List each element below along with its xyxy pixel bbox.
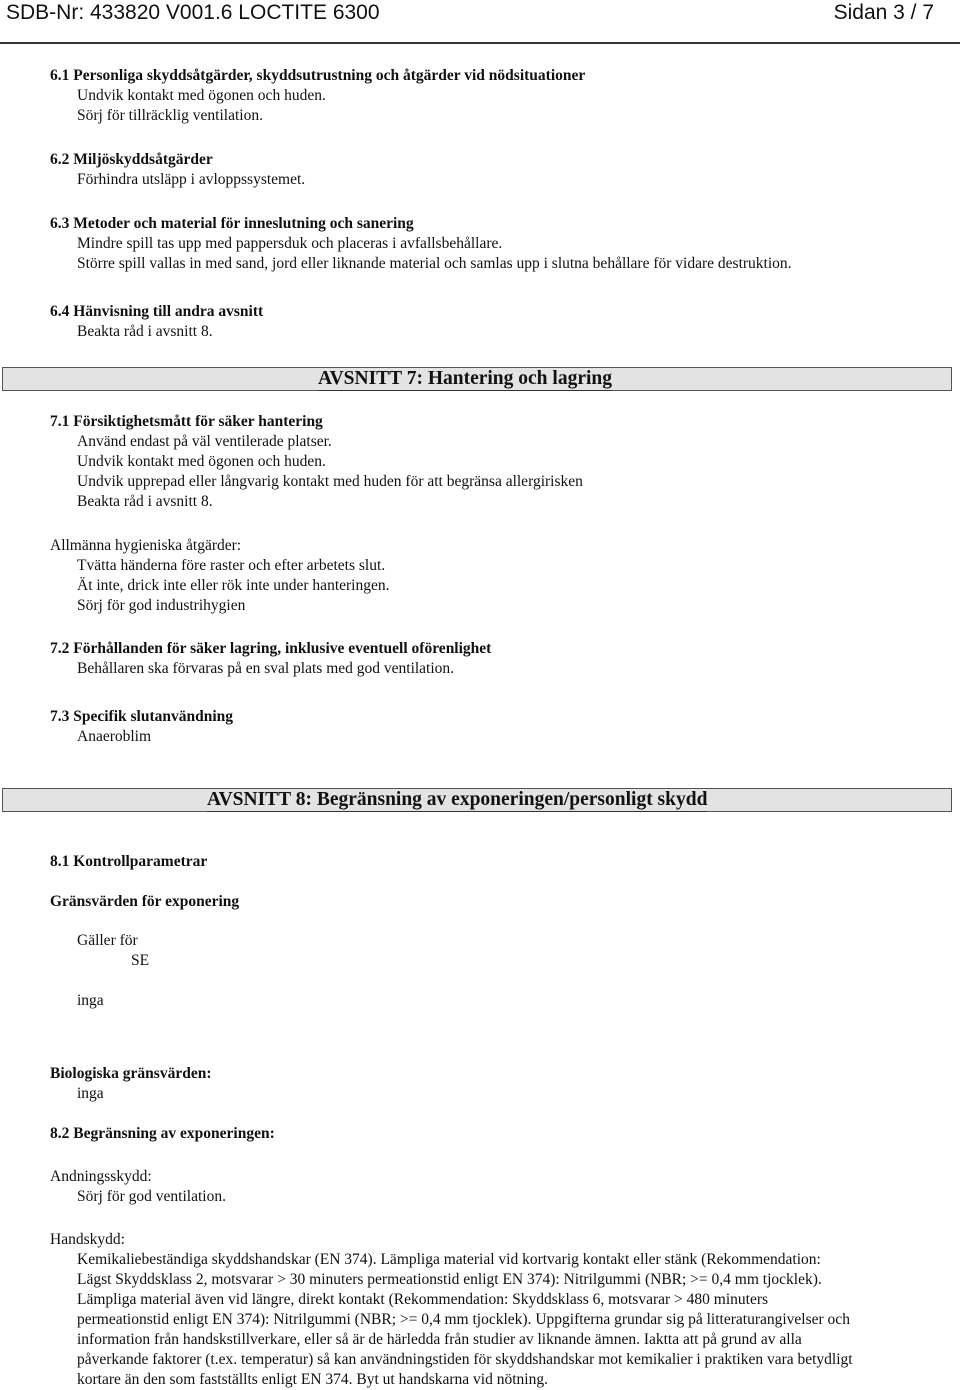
text-line: information från handskstillverkare, eller så är de härledda från studier av liknande ämnen. Iaktta att på grund av alla	[77, 1331, 802, 1348]
heading-7-1: 7.1 Försiktighetsmått för säker hantering	[50, 413, 323, 430]
heading-8-2: 8.2 Begränsning av exponeringen:	[50, 1125, 275, 1142]
text-line: Sörj för god industrihygien	[77, 597, 246, 614]
text-line: Lämpliga material även vid längre, direkt kontakt (Rekommendation: Skyddsklass 6, motsvarar > 480 minuters	[77, 1291, 769, 1308]
text-line: Tvätta händerna före raster och efter arbetets slut.	[77, 557, 386, 574]
text-line: påverkande faktorer (t.ex. temperatur) så kan användningstiden för skyddshandskar mot kemikalier i praktiken vara betydligt	[77, 1351, 853, 1368]
text-line: Undvik kontakt med ögonen och huden.	[77, 453, 326, 470]
section-8-title: AVSNITT 8: Begränsning av exponeringen/personligt skydd	[207, 789, 708, 810]
text-line: kortare än den som fastställts enligt EN 374. Byt ut handskarna vid nötning.	[77, 1371, 548, 1388]
heading-6-1: 6.1 Personliga skyddsåtgärder, skyddsutrustning och åtgärder vid nödsituationer	[50, 67, 586, 84]
applies-to-label: Gäller för	[77, 932, 138, 949]
text-line: Förhindra utsläpp i avloppssystemet.	[77, 171, 306, 188]
text-line: Undvik upprepad eller långvarig kontakt med huden för att begränsa allergirisken	[77, 473, 583, 490]
hand-protection-heading: Handskydd:	[50, 1231, 125, 1248]
heading-8-1: 8.1 Kontrollparametrar	[50, 853, 208, 870]
section-7-title: AVSNITT 7: Hantering och lagring	[318, 368, 612, 389]
text-line: Lägst Skyddsklass 2, motsvarar > 30 minuters permeationstid enligt EN 374): Nitrilgummi (NBR; >= 0,4 mm tjocklek).	[77, 1271, 822, 1288]
hygiene-heading: Allmänna hygieniska åtgärder:	[50, 537, 242, 554]
text-line: Ät inte, drick inte eller rök inte under hanteringen.	[77, 577, 390, 594]
biological-limits-heading: Biologiska gränsvärden:	[50, 1065, 212, 1082]
document-id-header: SDB-Nr: 433820 V001.6 LOCTITE 6300	[6, 1, 380, 24]
header-divider	[0, 42, 960, 44]
text-line: Större spill vallas in med sand, jord eller liknande material och samlas upp i slutna behållare för vidare destruktion.	[77, 255, 792, 272]
exposure-limits-value: inga	[77, 992, 104, 1009]
text-line: Anaeroblim	[77, 728, 152, 745]
heading-6-4: 6.4 Hänvisning till andra avsnitt	[50, 303, 264, 320]
heading-6-2: 6.2 Miljöskyddsåtgärder	[50, 151, 213, 168]
text-line: Använd endast på väl ventilerade platser.	[77, 433, 332, 450]
text-line: Beakta råd i avsnitt 8.	[77, 493, 213, 510]
applies-to-value: SE	[131, 952, 150, 969]
text-line: Kemikaliebeständiga skyddshandskar (EN 374). Lämpliga material vid kortvarig kontakt eller stänk (Rekommendation:	[77, 1251, 821, 1268]
biological-limits-value: inga	[77, 1085, 104, 1102]
page-number: Sidan 3 / 7	[833, 1, 934, 24]
respiratory-heading: Andningsskydd:	[50, 1168, 152, 1185]
heading-6-3: 6.3 Metoder och material för inneslutning och sanering	[50, 215, 414, 232]
text-line: Mindre spill tas upp med pappersduk och placeras i avfallsbehållare.	[77, 235, 503, 252]
text-line: Behållaren ska förvaras på en sval plats med god ventilation.	[77, 660, 455, 677]
text-line: Undvik kontakt med ögonen och huden.	[77, 87, 326, 104]
text-line: permeationstid enligt EN 374): Nitrilgummi (NBR; >= 0,4 mm tjocklek). Uppgifterna grundar sig på litteraturangivelser och	[77, 1311, 850, 1328]
text-line: Beakta råd i avsnitt 8.	[77, 323, 213, 340]
text-line: Sörj för god ventilation.	[77, 1188, 226, 1205]
exposure-limits-heading: Gränsvärden för exponering	[50, 893, 240, 910]
section-8-bar	[2, 788, 952, 812]
heading-7-3: 7.3 Specifik slutanvändning	[50, 708, 234, 725]
section-7-bar	[2, 367, 952, 391]
text-line: Sörj för tillräcklig ventilation.	[77, 107, 263, 124]
heading-7-2: 7.2 Förhållanden för säker lagring, inklusive eventuell oförenlighet	[50, 640, 492, 657]
